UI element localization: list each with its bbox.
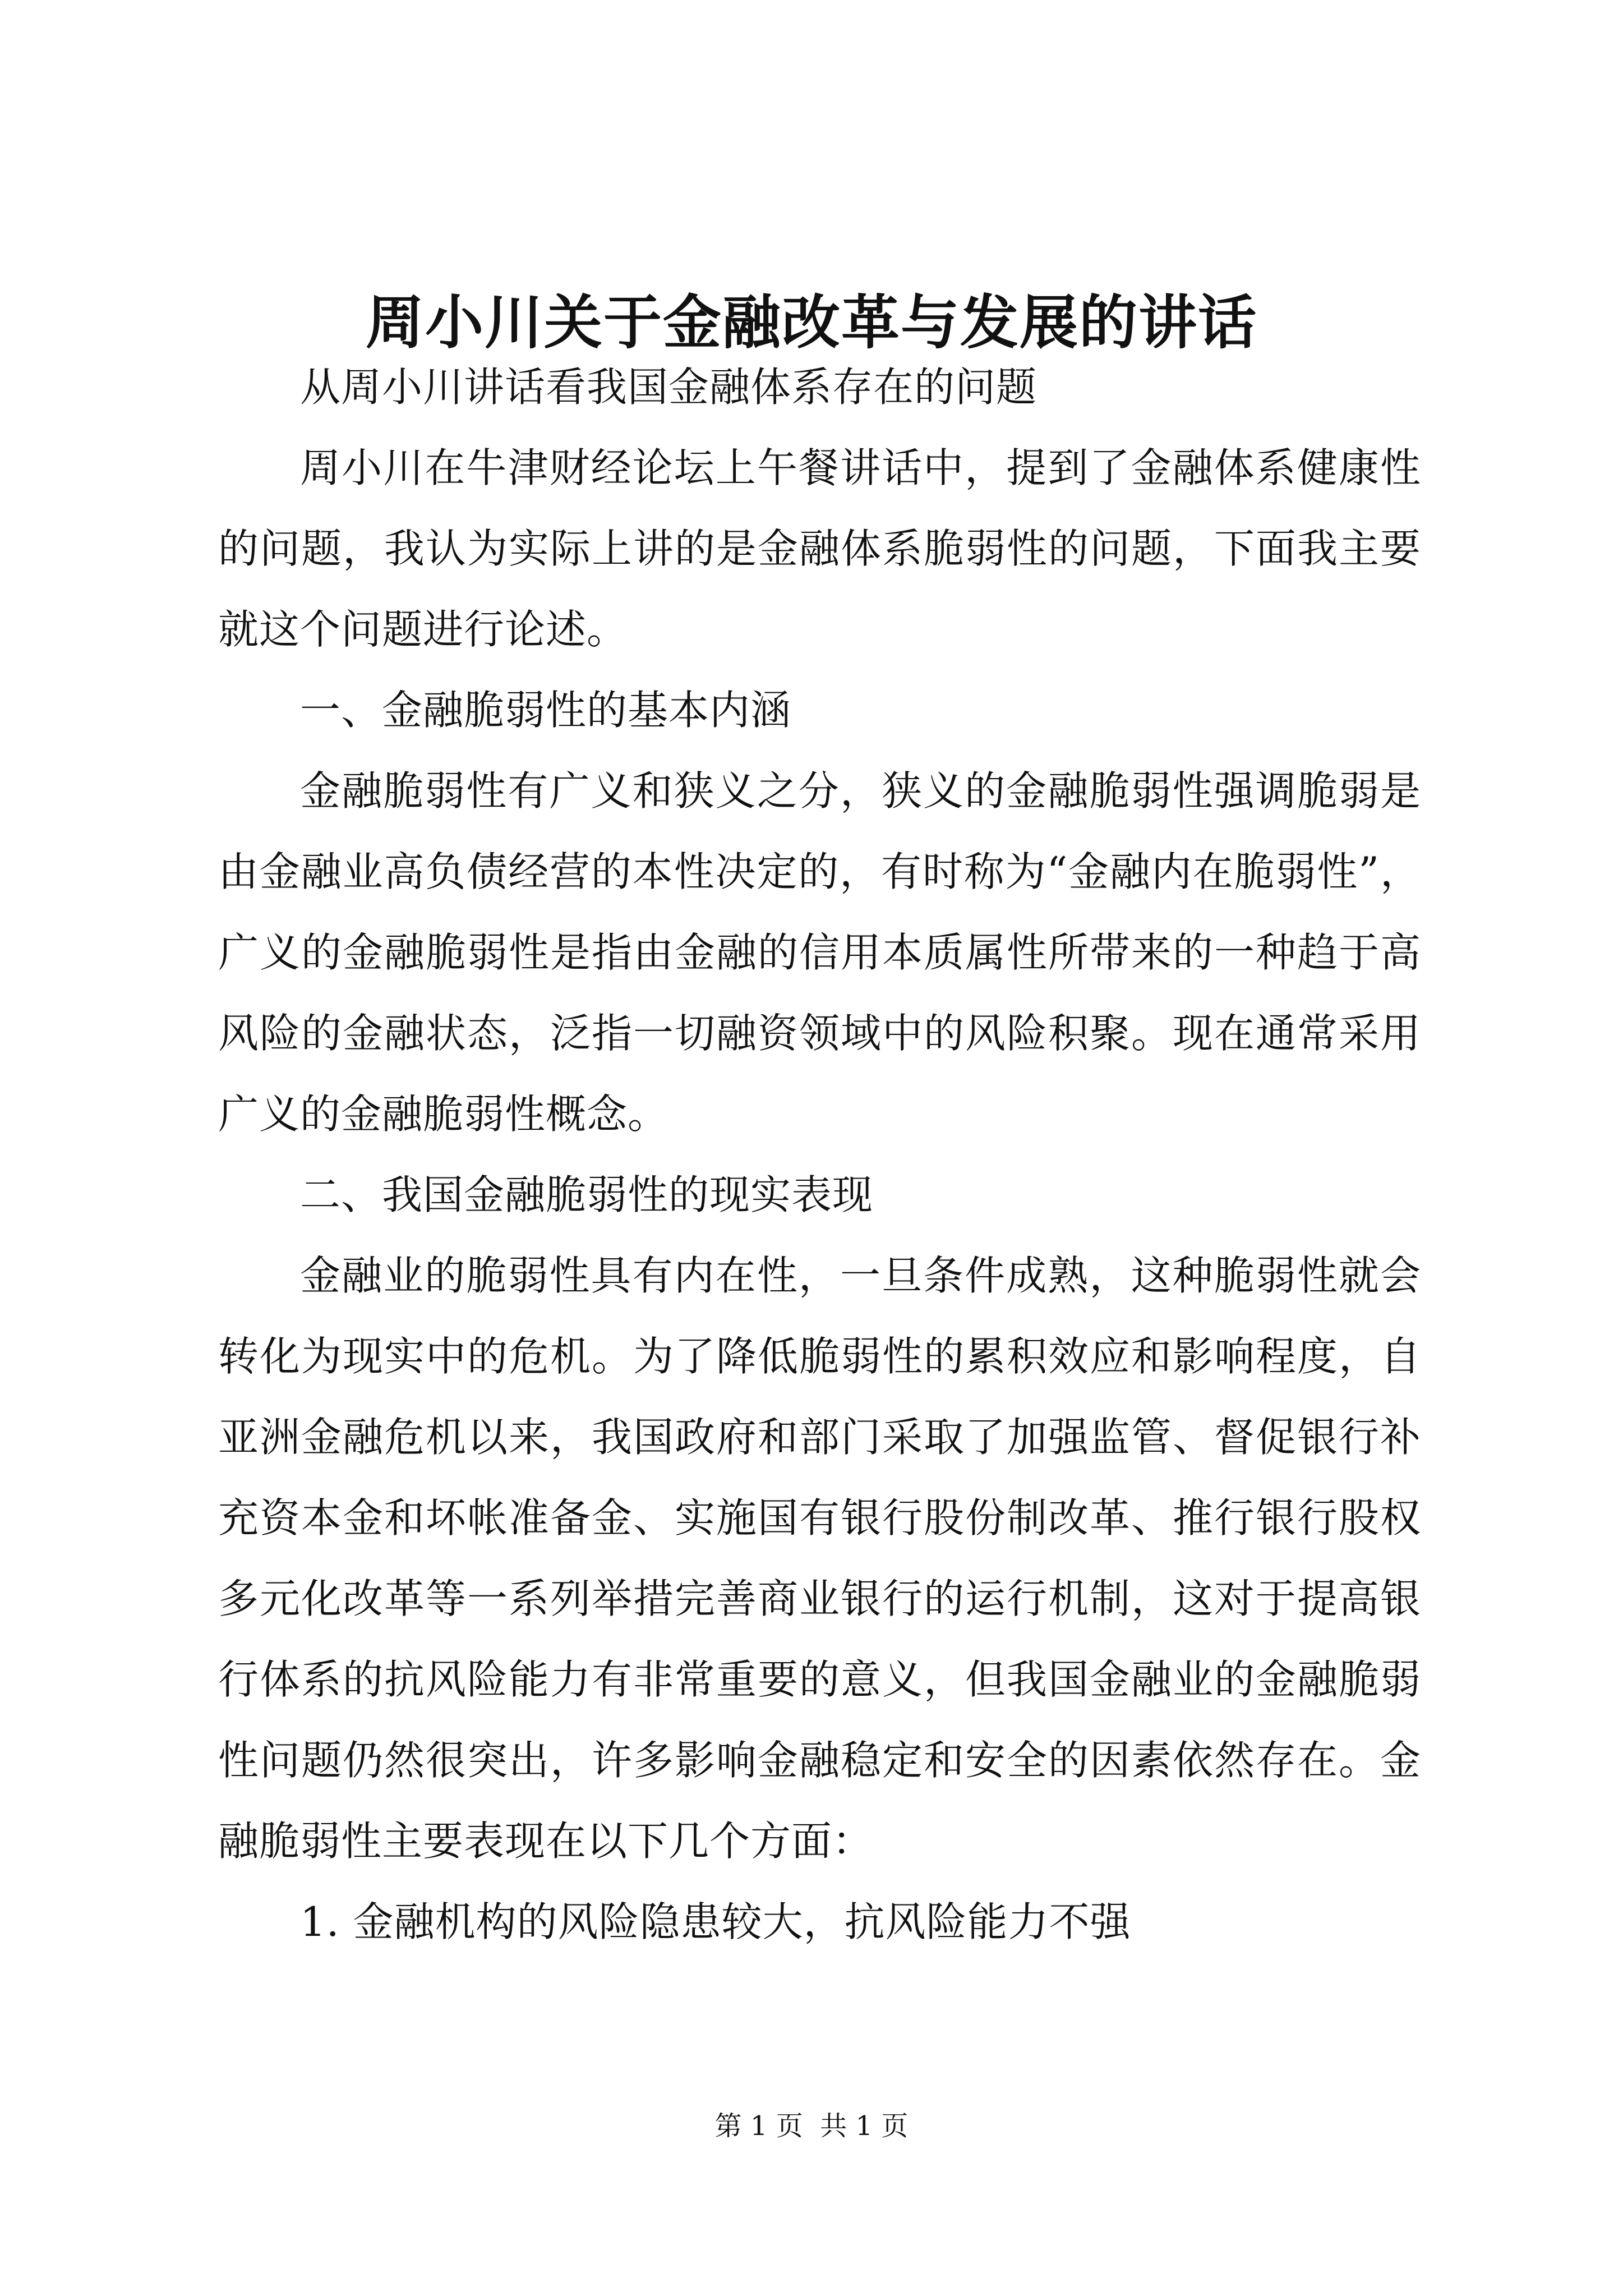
subtitle-paragraph: 从周小川讲话看我国金融体系存在的问题 xyxy=(300,364,1038,411)
section-heading-2: 二、我国金融脆弱性的现实表现 xyxy=(300,1171,874,1218)
section-heading-1: 一、金融脆弱性的基本内涵 xyxy=(300,687,792,734)
subsection-heading-1: 1. 金融机构的风险隐患较大，抗风险能力不强 xyxy=(300,1898,1131,1945)
intro-paragraph: 周小川在牛津财经论坛上午餐讲话中，提到了金融体系健康性的问题，我认为实际上讲的是金融体系脆弱性的问题，下面我主要就这个问题进行论述。 xyxy=(218,444,1421,653)
document-title: 周小川关于金融改革与发展的讲话 xyxy=(365,288,1257,357)
page-footer xyxy=(0,2109,1623,2143)
section-2-paragraph: 金融业的脆弱性具有内在性，一旦条件成熟，这种脆弱性就会转化为现实中的危机。为了降低脆弱性的累积效应和影响程度，自亚洲金融危机以来，我国政府和部门采取了加强监管、督促银行补充资本金和坏帐准备金、实施国有银行股份制改革、推行银行股权多元化改革等一系列举措完善商业银行的运行机制，这对于提高银行体系的抗风险能力有非常重要的意义，但我国金融业的金融脆弱性问题仍然很突出，许多影响金融稳定和安全的因素依然存在。金融脆弱性主要表现在以下几个方面： xyxy=(218,1252,1421,1865)
document-body xyxy=(218,347,1421,1962)
section-1-paragraph: 金融脆弱性有广义和狭义之分，狭义的金融脆弱性强调脆弱是由金融业高负债经营的本性决定的，有时称为“金融内在脆弱性”，广义的金融脆弱性是指由金融的信用本质属性所带来的一种趋于高风险的金融状态，泛指一切融资领域中的风险积聚。现在通常采用广义的金融脆弱性概念。 xyxy=(218,767,1421,1138)
page-number-label: 第 1 页 共 1 页 xyxy=(714,2110,909,2142)
